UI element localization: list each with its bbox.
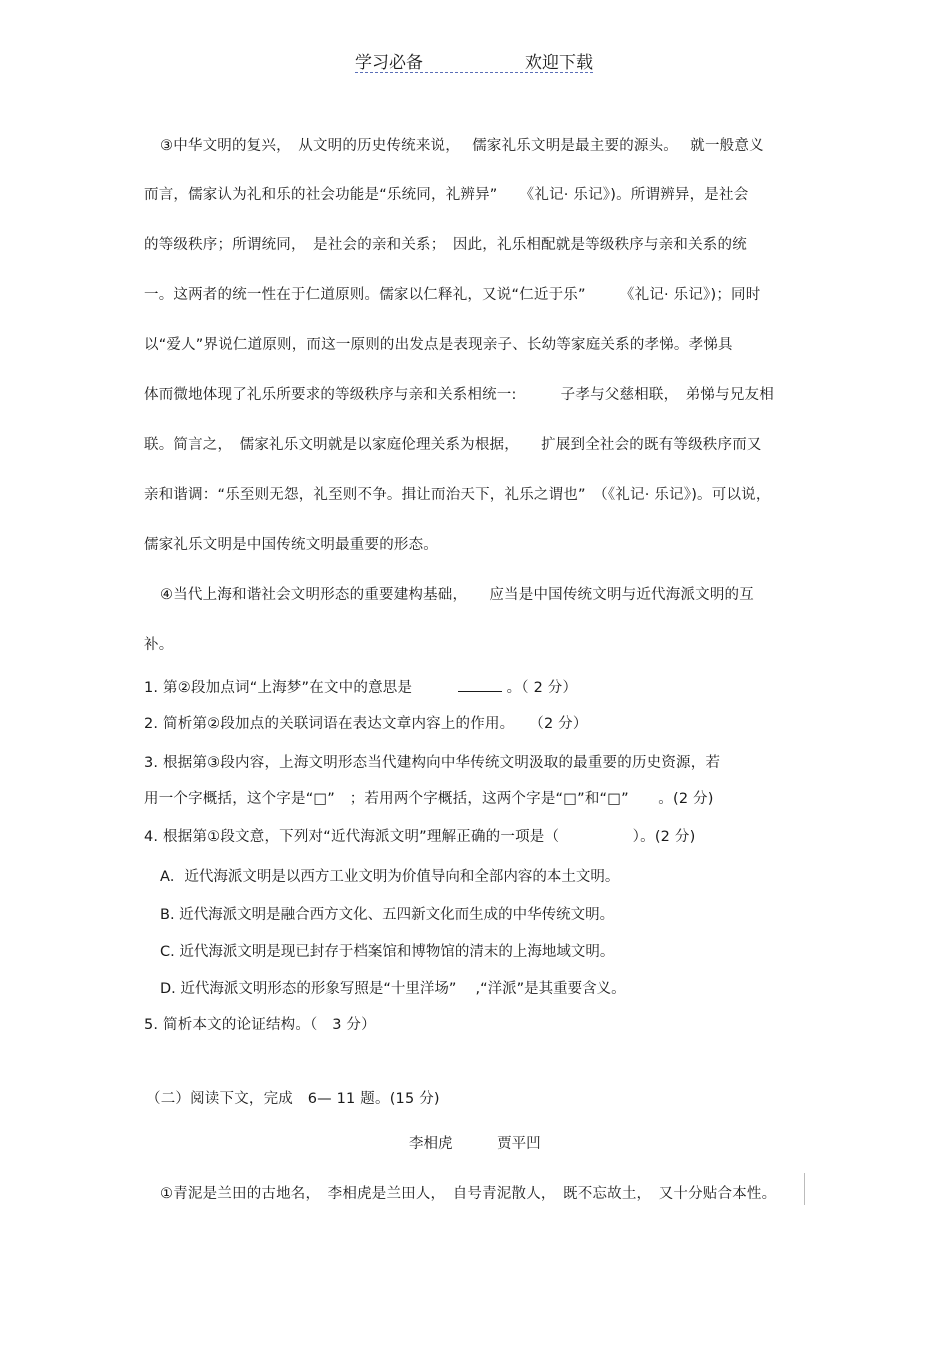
paragraph-line: 而言，儒家认为礼和乐的社会功能是“乐统同，礼辨异” 《礼记· 乐记》)。所谓辨异，是社会 xyxy=(144,187,749,203)
article-title: 李相虎 xyxy=(409,1136,453,1152)
option-b: B. 近代海派文明是融合西方文化、五四新文化而生成的中华传统文明。 xyxy=(160,907,615,923)
margin-rule xyxy=(804,1173,805,1205)
question-4: 4. 根据第①段文意，下列对“近代海派文明”理解正确的一项是（ ）。(2 分) xyxy=(144,829,696,845)
article-paragraph-1: ①青泥是兰田的古地名， 李相虎是兰田人， 自号青泥散人， 既不忘故土， 又十分贴合本性。 xyxy=(160,1186,777,1202)
question-3-line-1: 3. 根据第③段内容，上海文明形态当代建构向中华传统文明汲取的最重要的历史资源，若 xyxy=(144,755,721,771)
header-right-text: 欢迎下载 xyxy=(525,53,593,73)
section-2-heading: （二）阅读下文，完成 6— 11 题。(15 分) xyxy=(146,1091,440,1107)
paragraph-line: 的等级秩序；所谓统同， 是社会的亲和关系； 因此，礼乐相配就是等级秩序与亲和关系的统 xyxy=(144,237,747,253)
article-author: 贾平凹 xyxy=(497,1136,541,1152)
paragraph-line: 体而微地体现了礼乐所要求的等级秩序与亲和关系相统一: 子孝与父慈相联， 弟悌与兄友相 xyxy=(144,387,774,403)
article-title-row xyxy=(409,1132,541,1153)
paragraph-line: 一。这两者的统一性在于仁道原则。儒家以仁释礼，又说“仁近于乐” 《礼记· 乐记》)；同时 xyxy=(144,287,761,303)
page-header xyxy=(355,46,593,73)
question-3-line-2: 用一个字概括，这个字是“□” ；若用两个字概括，这两个字是“□”和“□” 。(2 分) xyxy=(144,791,714,807)
paragraph-line: 联。简言之， 儒家礼乐文明就是以家庭伦理关系为根据， 扩展到全社会的既有等级秩序而又 xyxy=(144,437,762,453)
paragraph-line: 亲和谐调：“乐至则无怨，礼至则不争。揖让而治天下，礼乐之谓也” （《礼记· 乐记》)。可以说， xyxy=(144,487,771,503)
paragraph-line: 以“爱人”界说仁道原则，而这一原则的出发点是表现亲子、长幼等家庭关系的孝悌。孝悌具 xyxy=(144,337,733,353)
answer-blank[interactable] xyxy=(458,679,502,692)
question-5: 5. 简析本文的论证结构。（ 3 分） xyxy=(144,1017,376,1033)
option-d: D. 近代海派文明形态的形象写照是“十里洋场” ,“洋派”是其重要含义。 xyxy=(160,981,626,997)
paragraph-line: 儒家礼乐文明是中国传统文明最重要的形态。 xyxy=(144,537,438,553)
header-left-text: 学习必备 xyxy=(355,53,423,73)
paragraph-line: ④当代上海和谐社会文明形态的重要建构基础， 应当是中国传统文明与近代海派文明的互 xyxy=(160,587,754,603)
paragraph-line: 补。 xyxy=(144,637,174,653)
option-c: C. 近代海派文明是现已封存于档案馆和博物馆的清末的上海地域文明。 xyxy=(160,944,615,960)
option-a: A．近代海派文明是以西方工业文明为价值导向和全部内容的本土文明。 xyxy=(160,869,620,885)
question-2: 2. 简析第②段加点的关联词语在表达文章内容上的作用。 （2 分） xyxy=(144,716,588,732)
paragraph-line: ③中华文明的复兴， 从文明的历史传统来说， 儒家礼乐文明是最主要的源头。 就一般意义 xyxy=(160,138,764,154)
question-1-score: 。（ 2 分） xyxy=(506,680,578,696)
question-1 xyxy=(144,676,577,697)
question-1-text: 1. 第②段加点词“上海梦”在文中的意思是 xyxy=(144,680,413,696)
